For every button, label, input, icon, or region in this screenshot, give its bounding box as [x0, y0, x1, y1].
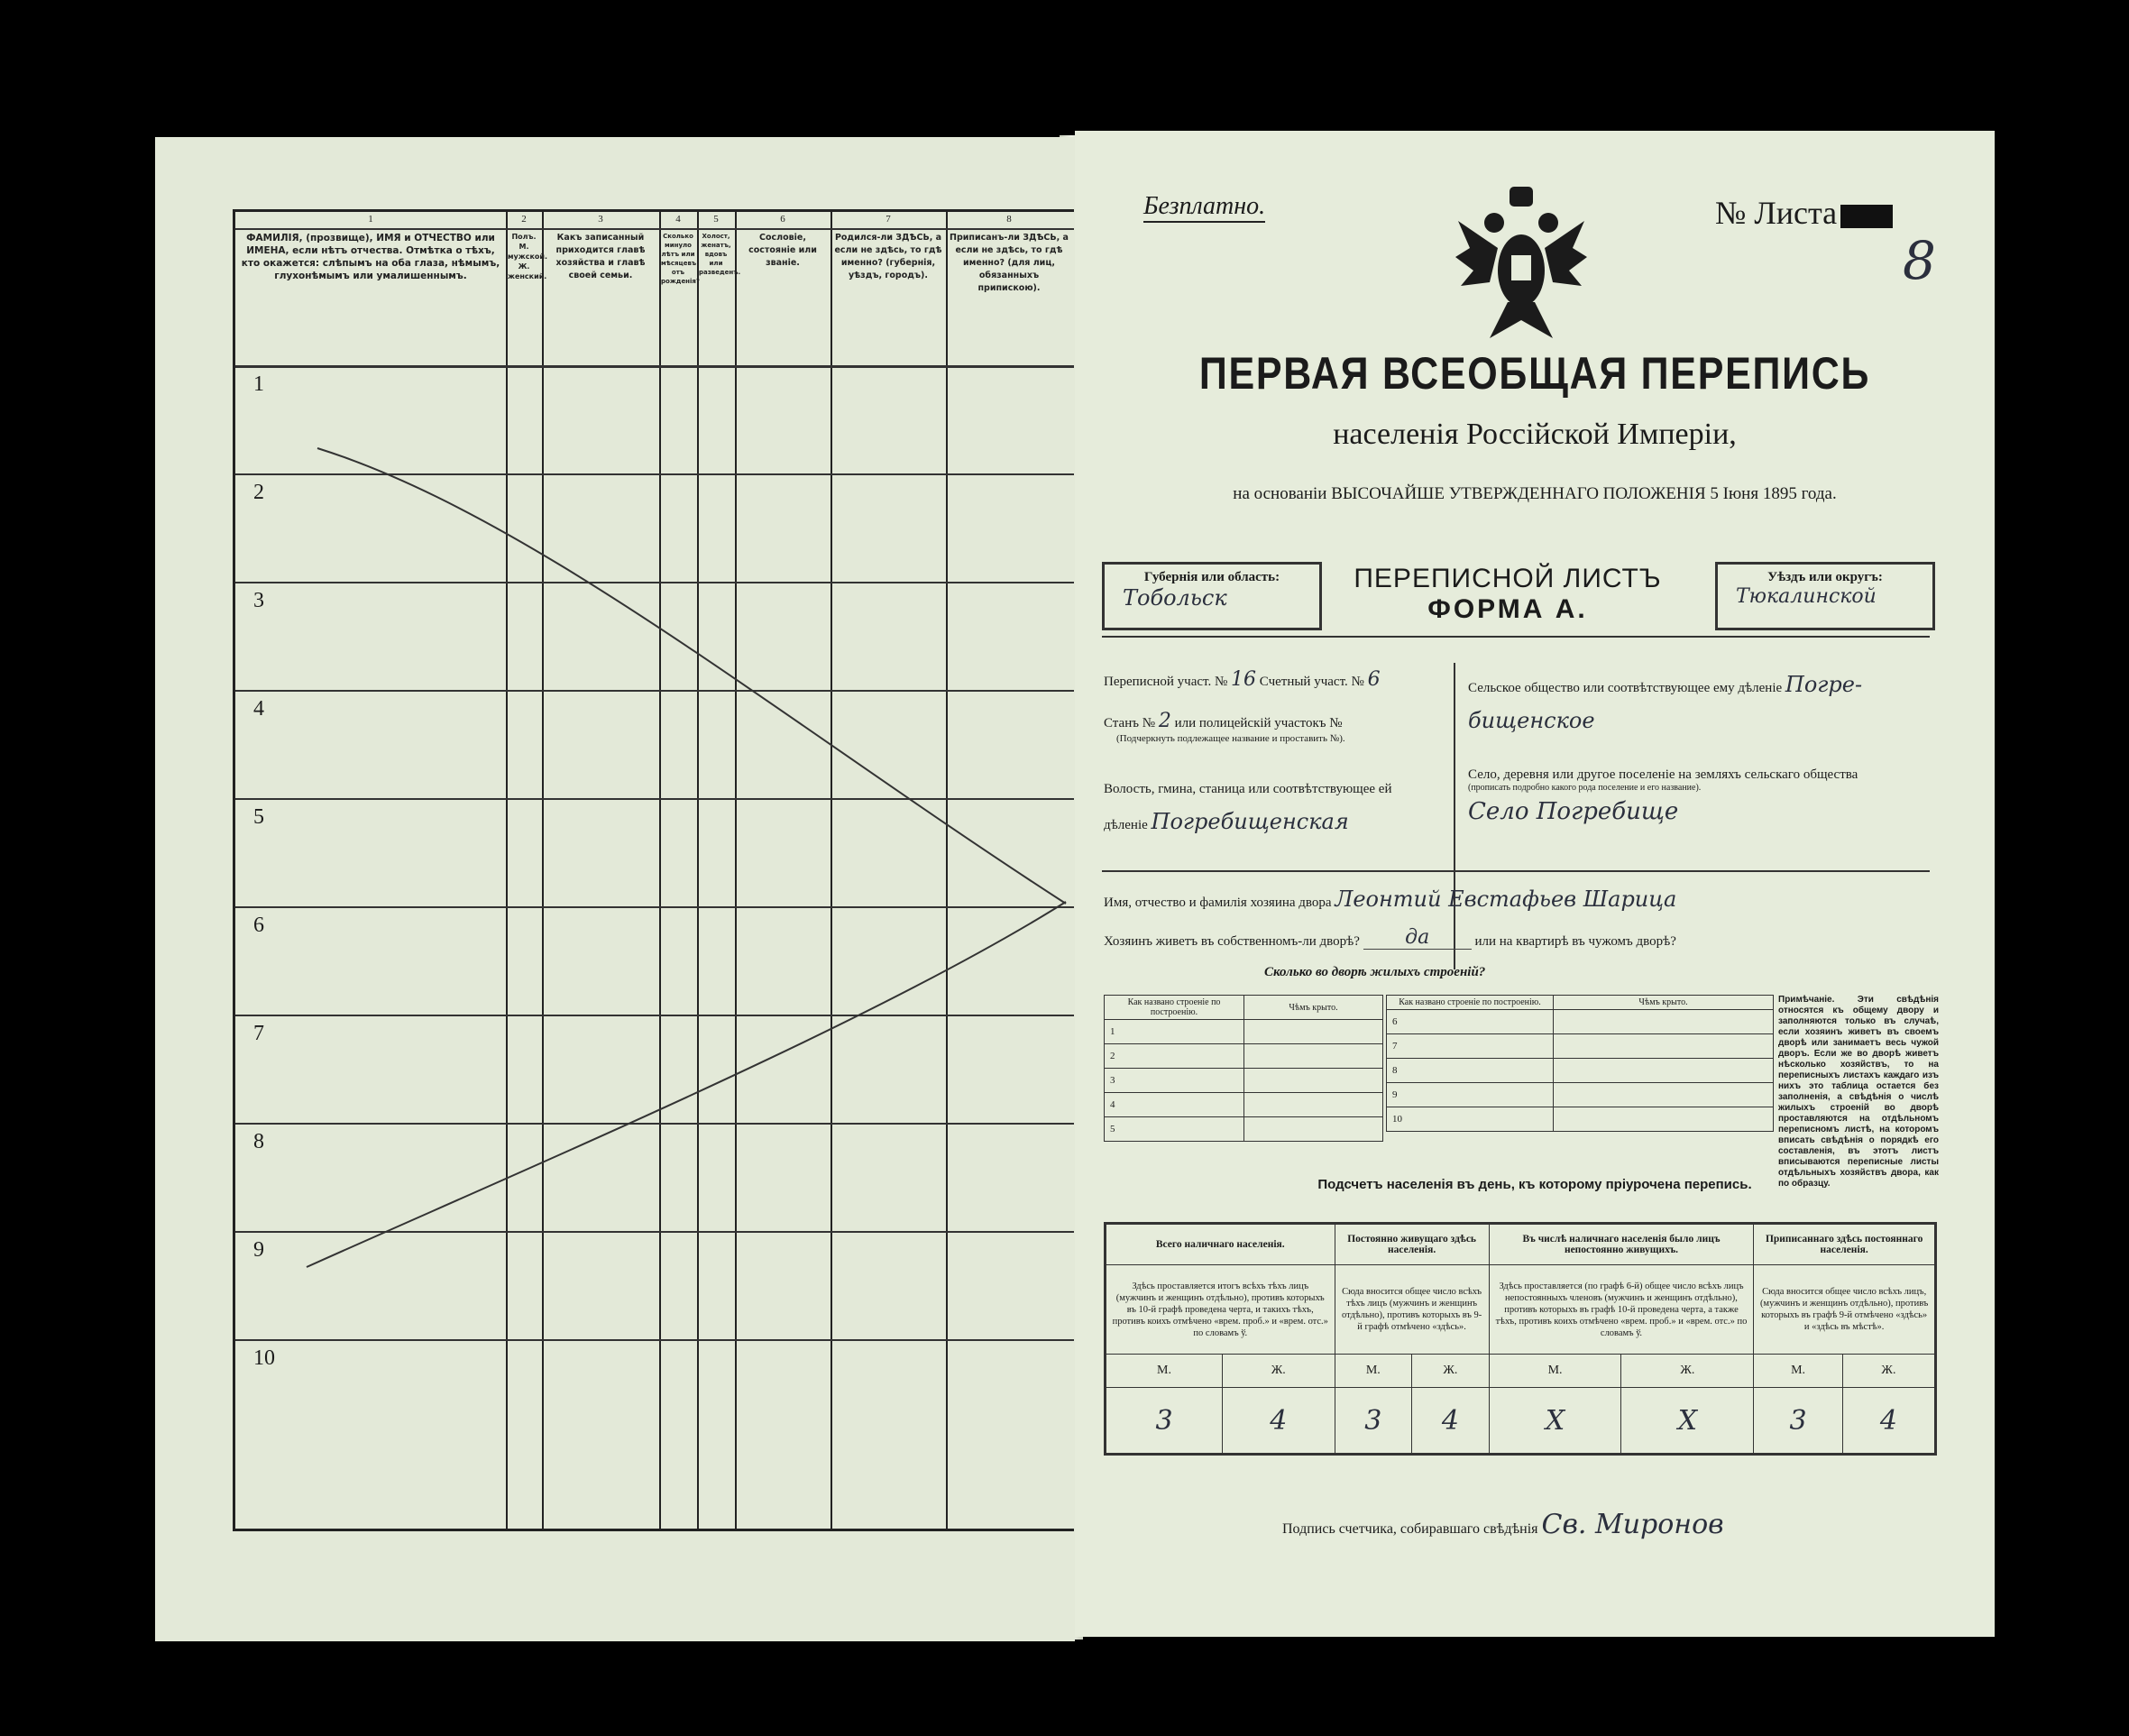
- column-number: 5: [713, 214, 719, 225]
- row-number: 1: [253, 372, 264, 396]
- stan-field: Станъ № 2 или полицейскій участокъ №: [1104, 710, 1343, 732]
- count-value: 4: [1412, 1388, 1490, 1455]
- stan-note: (Подчеркнуть подлежащее название и проставить №).: [1116, 733, 1345, 744]
- buildings-note: Примѣчаніе. Эти свѣдѣнія относятся къ общему двору и заполняются только въ случаѣ, если хозяинъ живетъ въ своемъ дворѣ или занимаетъ весь чужой дворъ. Если же во дворѣ живетъ нѣсколько хозяйствъ, то на переписныхъ листахъ каждаго изъ нихъ это таблица остается без заполненія, а свѣдѣнія о числѣ жилыхъ строеній во дворѣ проставляются на отдѣльномъ переписномъ листѣ, на которомъ вписать свѣдѣнія о порядкѣ его составленія, въ этотъ листъ вписываются переписные листы отдѣльныхъ хозяйствъ двора, как по образцу.: [1778, 995, 1939, 1189]
- district-box: [1715, 562, 1935, 630]
- count-title: Подсчетъ населенія въ день, къ которому пріурочена перепись.: [1317, 1177, 1752, 1192]
- form-subtitle: населенія Россійской Имперіи,: [1333, 418, 1737, 451]
- governorate-label: Губернія или область:: [1143, 570, 1280, 584]
- left-page: [155, 137, 1075, 1641]
- column-number: 4: [675, 214, 681, 225]
- row-number: 10: [253, 1346, 275, 1370]
- row-number: 7: [253, 1022, 264, 1045]
- row-number: 5: [253, 805, 264, 829]
- sheet-number: № Листа: [1715, 194, 1893, 232]
- row-number: 3: [253, 589, 264, 612]
- volost-field: Волость, гмина, станица или соотвѣтствующее ей дѣленіе Погребищенская: [1104, 782, 1392, 834]
- row-number: 4: [253, 697, 264, 721]
- census-district-field: Переписной участ. № 16 Счетный участ. № 6: [1104, 668, 1381, 691]
- count-value: 4: [1842, 1388, 1935, 1455]
- column-number: 8: [1006, 214, 1012, 225]
- signature-field: Подпись счетчика, собиравшаго свѣдѣнія Св. Миронов: [1282, 1509, 1724, 1540]
- column-header-registered: Приписанъ-ли ЗДѢСЬ, а если не здѣсь, то гдѣ именно? (для лиц, обязанныхъ припискою).: [950, 233, 1069, 293]
- row-number: 8: [253, 1130, 264, 1153]
- count-value: 3: [1754, 1388, 1843, 1455]
- right-page: [1075, 131, 1995, 1637]
- column-number: 1: [368, 214, 373, 225]
- column-header-name: ФАМИЛІЯ, (прозвище), ИМЯ и ОТЧЕСТВО или ИМЕНА, если нѣтъ отчества. Отмѣтка о тѣхъ, кто окажется: слѣпымъ на оба глаза, нѣмымъ, глухонѣмымъ или умалишеннымъ.: [241, 233, 500, 281]
- column-header-relation: Какъ записанный приходится главѣ хозяйства и главѣ своей семьи.: [555, 233, 646, 280]
- handwritten-sheet-number: 8: [1903, 230, 1936, 291]
- signature: Св. Миронов: [1541, 1509, 1724, 1540]
- column-header-sex: Полъ. М. мужской. Ж. женский.: [508, 233, 548, 280]
- census-table: [233, 209, 1074, 1531]
- column-header-birthplace: Родился-ли ЗДѢСЬ, а если не здѣсь, то гдѣ именно? (губернія, уѣздъ, городъ).: [834, 233, 942, 280]
- residence-field: Хозяинъ живетъ въ собственномъ-ли дворѣ? да или на квартирѣ въ чужомъ дворѣ?: [1104, 926, 1676, 949]
- village-field: Село, деревня или другое поселеніе на земляхъ сельскаго общества (прописать подробно какого рода поселение и его название). Село Погребище: [1468, 767, 1858, 825]
- column-header-estate: Сословіе, состояніе или званіе.: [748, 233, 817, 268]
- count-value: 4: [1223, 1388, 1335, 1455]
- population-count-table: Всего наличнаго населенія. Постоянно живущаго здѣсь населенія. Въ числѣ наличнаго населенія было лицъ непостоянно живущихъ. Приписаннаго здѣсь постояннаго населенія. Здѣсь проставляется итогъ всѣхъ тѣхъ лицъ (мужчинъ и женщинъ отдѣльно), противъ которыхъ въ 10-й графѣ проведена черта, и такихъ тѣхъ, противъ коихъ отмѣчено «врем. проб.» и «врем. отс.» по словамъ ў. Сюда вносится общее число всѣхъ тѣхъ лицъ (мужчинъ и женщинъ отдѣльно), противъ которыхъ въ 9-й графѣ отмѣчено «здѣсь». Здѣсь проставляется (по графѣ 6-й) общее число всѣхъ лицъ непостоянныхъ членовъ (мужчинъ и женщинъ отдѣльно), противъ которыхъ въ графѣ 10-й проведена черта, а также тѣхъ, противъ коихъ отмѣчено «врем. проб.» и «врем. отс.» по словамъ ў. Сюда вносится общее число всѣхъ лицъ, (мужчинъ и женщинъ отдѣльно), противъ которыхъ въ графѣ 9-й отмѣчено «здѣсь» и «здѣсь въ мѣстѣ». М. Ж. М. Ж. М. Ж. М. Ж. 3 4 3 4 Х Х 3 4: [1104, 1222, 1937, 1456]
- count-value: 3: [1335, 1388, 1412, 1455]
- society-field: Сельское общество или соотвѣтствующее ему дѣленіе Погре-бищенское: [1468, 672, 1863, 733]
- column-number: 6: [780, 214, 785, 225]
- count-value: 3: [1106, 1388, 1223, 1455]
- row-number: 6: [253, 914, 264, 937]
- double-headed-eagle-emblem: [1454, 185, 1589, 343]
- count-value: Х: [1489, 1388, 1621, 1455]
- governorate-box: [1102, 562, 1322, 630]
- column-header-age: Сколько минуло лѣтъ или мѣсяцевъ отъ рожденія?: [661, 233, 700, 285]
- district-value: Тюкалинской: [1736, 585, 1877, 608]
- column-number: 7: [886, 214, 891, 225]
- form-title: ПЕРВАЯ ВСЕОБЩАЯ ПЕРЕПИСЬ: [1198, 348, 1871, 399]
- column-number: 2: [521, 214, 527, 225]
- row-number: 9: [253, 1238, 264, 1262]
- form-name: ПЕРЕПИСНОЙ ЛИСТЪ ФОРМА А.: [1354, 564, 1662, 624]
- count-value: Х: [1621, 1388, 1754, 1455]
- free-label: Безплатно.: [1143, 192, 1265, 223]
- district-label: Уѣздъ или округъ:: [1767, 570, 1883, 584]
- buildings-label: Сколько во дворѣ жилыхъ строеній?: [1264, 965, 1486, 979]
- form-basis: на основаніи ВЫСОЧАЙШЕ УТВЕРЖДЕННАГО ПОЛОЖЕНІЯ 5 Іюня 1895 года.: [1233, 484, 1837, 503]
- owner-field: Имя, отчество и фамилія хозяина двора Леонтий Евстафьев Шарица: [1104, 886, 1677, 912]
- buildings-table-right: Как названо строеніе по построенію. Чѣмъ крыто. 6 7 8 9 10: [1386, 995, 1774, 1132]
- row-number: 2: [253, 481, 264, 504]
- column-header-marital: Холост, женатъ, вдовъ или разведенъ.: [699, 233, 741, 276]
- column-number: 3: [598, 214, 603, 225]
- governorate-value: Тобольск: [1123, 585, 1227, 611]
- buildings-table-left: Как названо строеніе по построенію. Чѣмъ крыто. 1 2 3 4 5: [1104, 995, 1383, 1142]
